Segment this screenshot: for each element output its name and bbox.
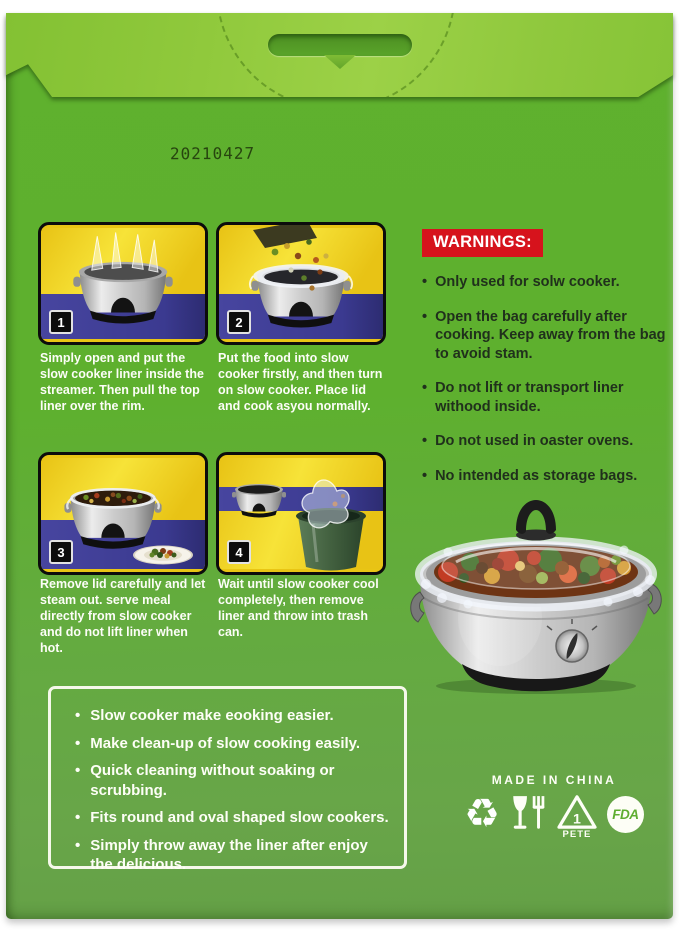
features-box bbox=[48, 686, 407, 874]
package-back-panel bbox=[6, 13, 673, 919]
fda-icon bbox=[607, 796, 644, 833]
step-number-badge: 4 bbox=[227, 540, 251, 564]
warning-text: No intended as storage bags. bbox=[435, 467, 638, 484]
warning-text: Do not used in oaster ovens. bbox=[435, 433, 634, 450]
warning-item bbox=[422, 379, 670, 416]
fda-label: FDA bbox=[612, 807, 639, 822]
feature-text: Slow cooker make eooking easier. bbox=[90, 707, 334, 724]
slow-cooker-product-photo bbox=[408, 488, 670, 696]
made-in-china-label: MADE IN CHINA bbox=[491, 773, 617, 787]
compliance-icons bbox=[454, 794, 654, 840]
warning-item bbox=[422, 432, 670, 451]
step-number-badge: 3 bbox=[49, 540, 73, 564]
feature-item bbox=[75, 761, 390, 799]
feature-text: Fits round and oval shaped slow cookers. bbox=[90, 809, 389, 827]
pete-recycle-icon bbox=[556, 794, 598, 840]
compliance-block bbox=[454, 773, 654, 840]
left-handle-icon bbox=[411, 592, 424, 622]
warning-item bbox=[422, 308, 670, 364]
date-stamp: 20210427 bbox=[169, 143, 256, 164]
step-panel-3 bbox=[38, 452, 208, 575]
feature-item bbox=[75, 734, 390, 753]
feature-item bbox=[75, 836, 390, 874]
step-panel-2 bbox=[216, 222, 386, 345]
hang-hole bbox=[268, 34, 412, 56]
bullet-icon: • bbox=[75, 762, 81, 780]
step-1-text: Simply open and put the slow cooker liner inside the streamer. Then pull the top liner over the rim. bbox=[40, 351, 204, 413]
warnings-title: WARNINGS: bbox=[422, 229, 543, 257]
step-panel-1 bbox=[38, 222, 208, 345]
lid-handle-icon bbox=[516, 500, 556, 534]
step-panel-4 bbox=[216, 452, 386, 575]
feature-item bbox=[75, 808, 390, 827]
bullet-icon: • bbox=[422, 274, 428, 290]
warning-item bbox=[422, 467, 670, 486]
bullet-icon: • bbox=[422, 433, 428, 450]
step-3-text: Remove lid carefully and let steam out. serve meal directly from slow cooker and do not lift liner when hot. bbox=[40, 577, 206, 655]
warning-text: Do not lift or transport liner withood inside. bbox=[435, 380, 624, 415]
bullet-icon: • bbox=[75, 836, 81, 854]
right-handle-icon bbox=[648, 584, 661, 614]
meal-plate-icon bbox=[133, 546, 193, 565]
bullet-icon: • bbox=[422, 467, 428, 484]
warnings-list bbox=[422, 273, 670, 485]
feature-text: Simply throw away the liner after enjoy the delicious. bbox=[90, 836, 368, 874]
bullet-icon: • bbox=[422, 308, 428, 325]
feature-text: Make clean-up of slow cooking easily. bbox=[90, 734, 361, 752]
food-safe-icon bbox=[509, 794, 547, 834]
warnings-section bbox=[422, 229, 670, 501]
step-number-badge: 2 bbox=[227, 310, 251, 334]
bullet-icon: • bbox=[422, 380, 428, 397]
bullet-icon: • bbox=[75, 707, 81, 724]
step-number-badge: 1 bbox=[49, 310, 73, 334]
feature-item bbox=[75, 706, 390, 725]
step-2-text: Put the food into slow cooker firstly, and then turn on slow cooker. Place lid and cook asyou normally. bbox=[218, 351, 383, 413]
step-4-text: Wait until slow cooker cool completely, then remove liner and throw into trash can. bbox=[218, 577, 379, 639]
bullet-icon: • bbox=[75, 734, 81, 752]
pete-label: PETE bbox=[562, 829, 592, 840]
warning-item bbox=[422, 273, 670, 292]
warning-text: Only used for solw cooker. bbox=[435, 274, 620, 290]
feature-text: Quick cleaning without soaking or scrubbing. bbox=[90, 762, 335, 799]
recycle-icon: ♻ bbox=[464, 792, 500, 836]
warning-text: Open the bag carefully after cooking. Keep away from the bag to avoid stam. bbox=[435, 308, 666, 362]
bullet-icon: • bbox=[75, 809, 81, 827]
box-top-flap bbox=[6, 13, 673, 97]
svg-text:1: 1 bbox=[572, 811, 581, 828]
